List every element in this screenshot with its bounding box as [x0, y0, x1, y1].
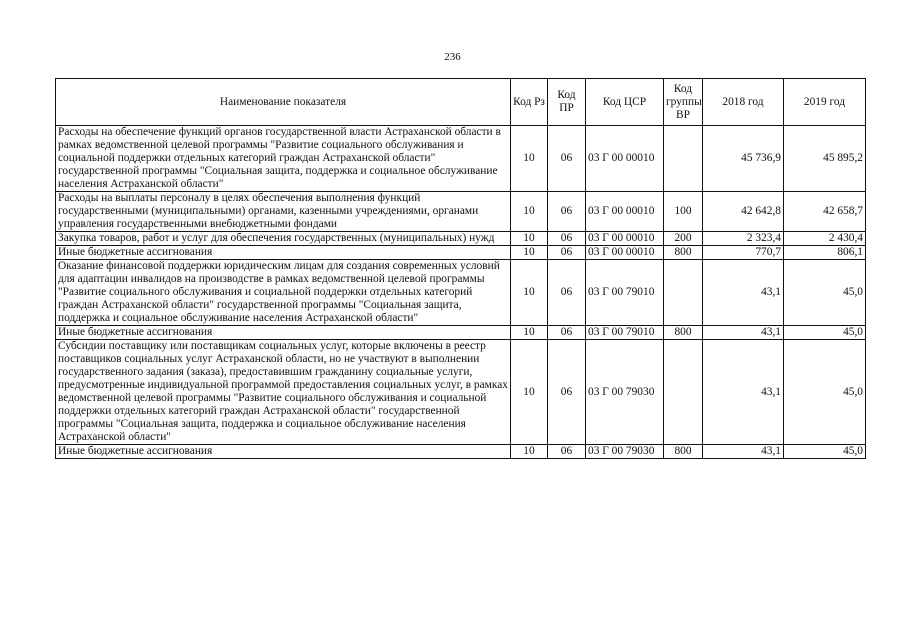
table-row	[56, 246, 866, 260]
row-2018: 45 736,9	[703, 126, 784, 192]
row-2018: 2 323,4	[703, 232, 784, 246]
row-pr: 06	[548, 326, 586, 340]
row-pr: 06	[548, 260, 586, 326]
row-2019: 45,0	[784, 326, 866, 340]
row-2019: 2 430,4	[784, 232, 866, 246]
row-name: Иные бюджетные ассигнования	[56, 445, 511, 459]
page-number: 236	[444, 51, 461, 63]
budget-table	[55, 78, 866, 459]
row-pr: 06	[548, 340, 586, 445]
row-csr: 03 Г 00 79030	[586, 445, 664, 459]
header-2018: 2018 год	[703, 79, 784, 126]
row-name: Иные бюджетные ассигнования	[56, 246, 511, 260]
row-csr: 03 Г 00 00010	[586, 126, 664, 192]
header-pr: Код ПР	[548, 79, 586, 126]
header-vr: Код группы ВР	[664, 79, 703, 126]
row-2019: 45,0	[784, 445, 866, 459]
row-2019: 45,0	[784, 340, 866, 445]
row-pr: 06	[548, 445, 586, 459]
header-csr: Код ЦСР	[586, 79, 664, 126]
row-2018: 43,1	[703, 340, 784, 445]
table-row	[56, 340, 866, 445]
row-vr: 800	[664, 246, 703, 260]
row-2018: 43,1	[703, 326, 784, 340]
row-rz: 10	[511, 260, 548, 326]
row-2018: 42 642,8	[703, 192, 784, 232]
row-name: Расходы на выплаты персоналу в целях обеспечения выполнения функций государственными (муниципальными) органами, казенными учреждениями, органами управления государственными внебюджетными фондами	[56, 192, 511, 232]
header-rz: Код Рз	[511, 79, 548, 126]
header-name: Наименование показателя	[56, 79, 511, 126]
row-2019: 806,1	[784, 246, 866, 260]
table-row	[56, 445, 866, 459]
row-name: Закупка товаров, работ и услуг для обеспечения государственных (муниципальных) нужд	[56, 232, 511, 246]
row-rz: 10	[511, 445, 548, 459]
row-vr: 800	[664, 445, 703, 459]
row-2019: 45 895,2	[784, 126, 866, 192]
table-row	[56, 232, 866, 246]
row-vr: 100	[664, 192, 703, 232]
row-2018: 43,1	[703, 260, 784, 326]
row-2018: 43,1	[703, 445, 784, 459]
table-row	[56, 126, 866, 192]
row-name: Субсидии поставщику или поставщикам социальных услуг, которые включены в реестр поставщиков социальных услуг Астраханской области, но не участвуют в выполнении государственного задания (заказа), предоставившим гражданину социальные услуги, предусмотренные индивидуальной программой предоставления социальных услуг, в рамках ведомственной целевой программы "Развитие социального обслуживания и социальной поддержки отдельных категорий граждан Астраханской области" государственной программы "Социальная защита, поддержка и социальное обслуживание населения Астраханской области"	[56, 340, 511, 445]
row-name: Иные бюджетные ассигнования	[56, 326, 511, 340]
row-rz: 10	[511, 126, 548, 192]
row-pr: 06	[548, 232, 586, 246]
row-csr: 03 Г 00 79010	[586, 260, 664, 326]
row-name: Расходы на обеспечение функций органов государственной власти Астраханской области в рамках ведомственной целевой программы "Развитие социального обслуживания и социальной поддержки отдельных категорий граждан Астраханской области" государственной программы "Социальная защита, поддержка и социальное обслуживание населения Астраханской области"	[56, 126, 511, 192]
row-csr: 03 Г 00 79010	[586, 326, 664, 340]
row-csr: 03 Г 00 79030	[586, 340, 664, 445]
row-2019: 45,0	[784, 260, 866, 326]
row-rz: 10	[511, 232, 548, 246]
row-rz: 10	[511, 340, 548, 445]
row-vr	[664, 340, 703, 445]
table-row	[56, 192, 866, 232]
row-csr: 03 Г 00 00010	[586, 246, 664, 260]
row-rz: 10	[511, 192, 548, 232]
row-2019: 42 658,7	[784, 192, 866, 232]
row-pr: 06	[548, 246, 586, 260]
row-vr	[664, 260, 703, 326]
row-rz: 10	[511, 246, 548, 260]
header-2019: 2019 год	[784, 79, 866, 126]
row-name: Оказание финансовой поддержки юридическим лицам для создания современных условий для адаптации инвалидов на производстве в рамках ведомственной целевой программы "Развитие социального обслуживания и социальной поддержки отдельных категорий граждан Астраханской области" государственной программы "Социальная защита, поддержка и социальное обслуживание населения Астраханской области"	[56, 260, 511, 326]
row-csr: 03 Г 00 00010	[586, 232, 664, 246]
row-pr: 06	[548, 126, 586, 192]
table-row	[56, 260, 866, 326]
row-2018: 770,7	[703, 246, 784, 260]
table-row	[56, 326, 866, 340]
row-pr: 06	[548, 192, 586, 232]
row-vr: 800	[664, 326, 703, 340]
table-header-row	[56, 79, 866, 126]
row-vr	[664, 126, 703, 192]
row-rz: 10	[511, 326, 548, 340]
row-vr: 200	[664, 232, 703, 246]
row-csr: 03 Г 00 00010	[586, 192, 664, 232]
